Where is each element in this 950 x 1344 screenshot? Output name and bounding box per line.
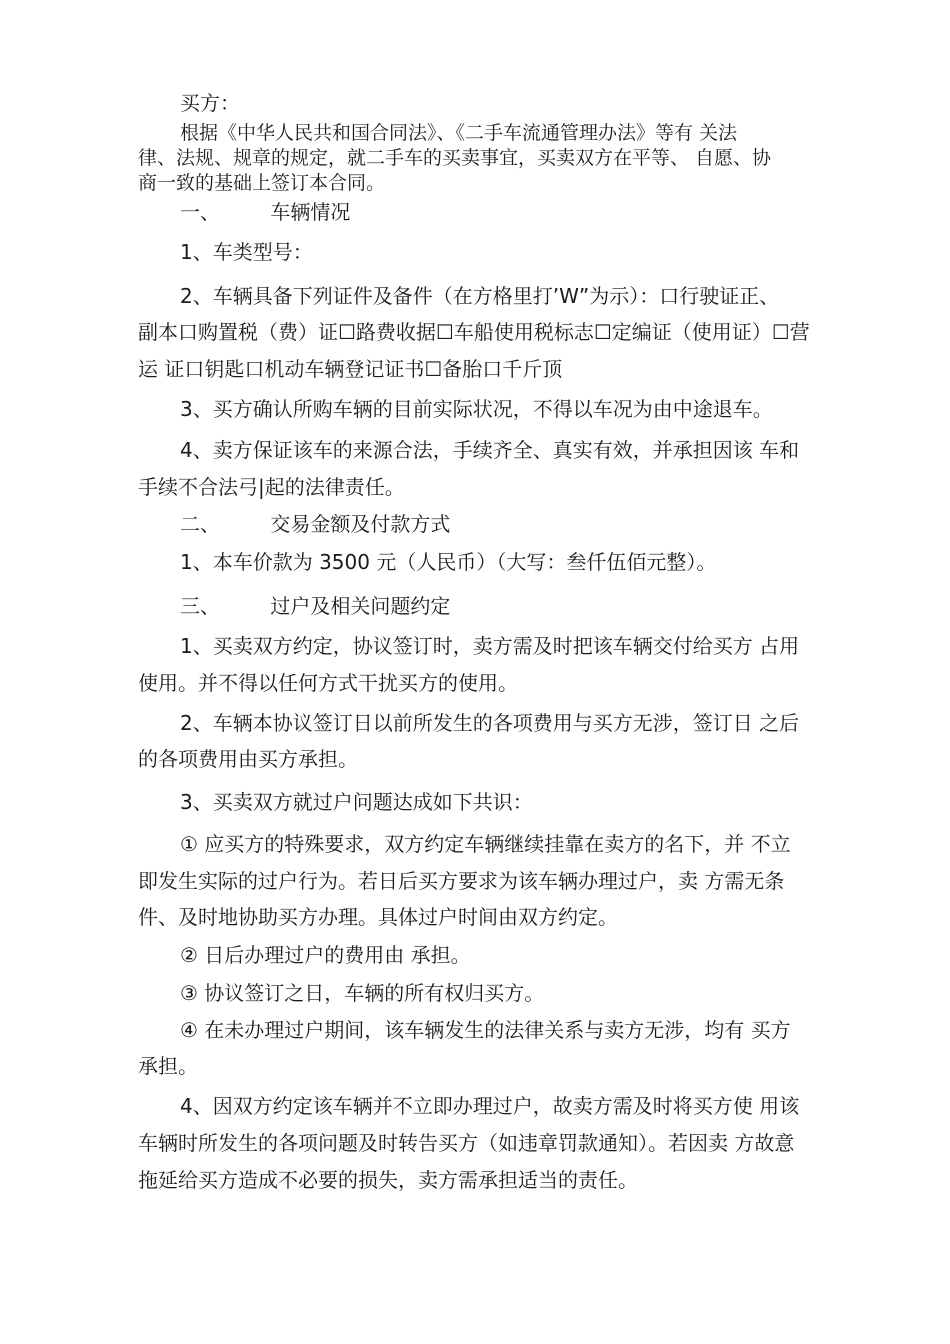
paragraph-line: ④ 在未办理过户期间，该车辆发生的法律关系与卖方无涉，均有 买方	[180, 1018, 791, 1042]
paragraph-line: 车辆时所发生的各项问题及时转告买方（如违章罚款通知）。若因卖 方故意	[138, 1131, 795, 1155]
section-heading-1: 一、 车辆情况	[180, 200, 351, 224]
paragraph-line: 副本口购置税（费）证☐路费收据☐车船使用税标志☐定编证（使用证）☐营	[138, 320, 810, 344]
buyer-label: 买方：	[180, 91, 240, 115]
section-heading-2: 二、 交易金额及付款方式	[180, 512, 451, 536]
paragraph-line: 4、因双方约定该车辆并不立即办理过户，故卖方需及时将买方使 用该	[180, 1094, 800, 1118]
paragraph-line: ② 日后办理过户的费用由 承担。	[180, 943, 471, 967]
section-heading-3: 三、 过户及相关问题约定	[180, 594, 451, 618]
paragraph-line: 3、买卖双方就过户问题达成如下共识：	[180, 790, 533, 814]
paragraph-line: 4、卖方保证该车的来源合法，手续齐全、真实有效，并承担因该 车和	[180, 438, 800, 462]
paragraph-line: 手续不合法弓|起的法律责任。	[138, 475, 405, 499]
paragraph-line: 律、法规、规章的规定，就二手车的买卖事宜，买卖双方在平等、 自愿、协	[138, 147, 772, 169]
paragraph-line: 即发生实际的过户行为。若日后买方要求为该车辆办理过户，卖 方需无条	[138, 869, 785, 893]
paragraph-line: 件、及时地协助买方办理。具体过户时间由双方约定。	[138, 905, 618, 929]
paragraph-line: 1、买卖双方约定，协议签订时，卖方需及时把该车辆交付给买方 占用	[180, 634, 800, 658]
paragraph-line: 的各项费用由买方承担。	[138, 747, 358, 771]
paragraph-line: 3、买方确认所购车辆的目前实际状况，不得以车况为由中途退车。	[180, 397, 773, 421]
paragraph-line: ① 应买方的特殊要求，双方约定车辆继续挂靠在卖方的名下，并 不立	[180, 832, 791, 856]
paragraph-line: ③ 协议签订之日，车辆的所有权归买方。	[180, 981, 545, 1005]
paragraph-line: 2、车辆具备下列证件及备件（在方格里打’W”为示）：口行驶证正、	[180, 284, 780, 308]
paragraph-line: 使用。并不得以任何方式干扰买方的使用。	[138, 671, 518, 695]
paragraph-line: 根据《中华人民共和国合同法》、《二手车流通管理办法》等有 关法	[180, 122, 738, 144]
paragraph-line: 商一致的基础上签订本合同。	[138, 172, 386, 194]
paragraph-line: 1、车类型号：	[180, 240, 313, 264]
paragraph-line: 承担。	[138, 1054, 198, 1078]
paragraph-line: 拖延给买方造成不必要的损失，卖方需承担适当的责任。	[138, 1168, 638, 1192]
paragraph-line: 1、本车价款为 3500 元（人民币）（大写：叁仟伍佰元整）。	[180, 550, 717, 574]
paragraph-line: 2、车辆本协议签订日以前所发生的各项费用与买方无涉，签订日 之后	[180, 711, 800, 735]
paragraph-line: 运 证口钥匙口机动车辆登记证书☐备胎口千斤顶	[138, 357, 563, 381]
